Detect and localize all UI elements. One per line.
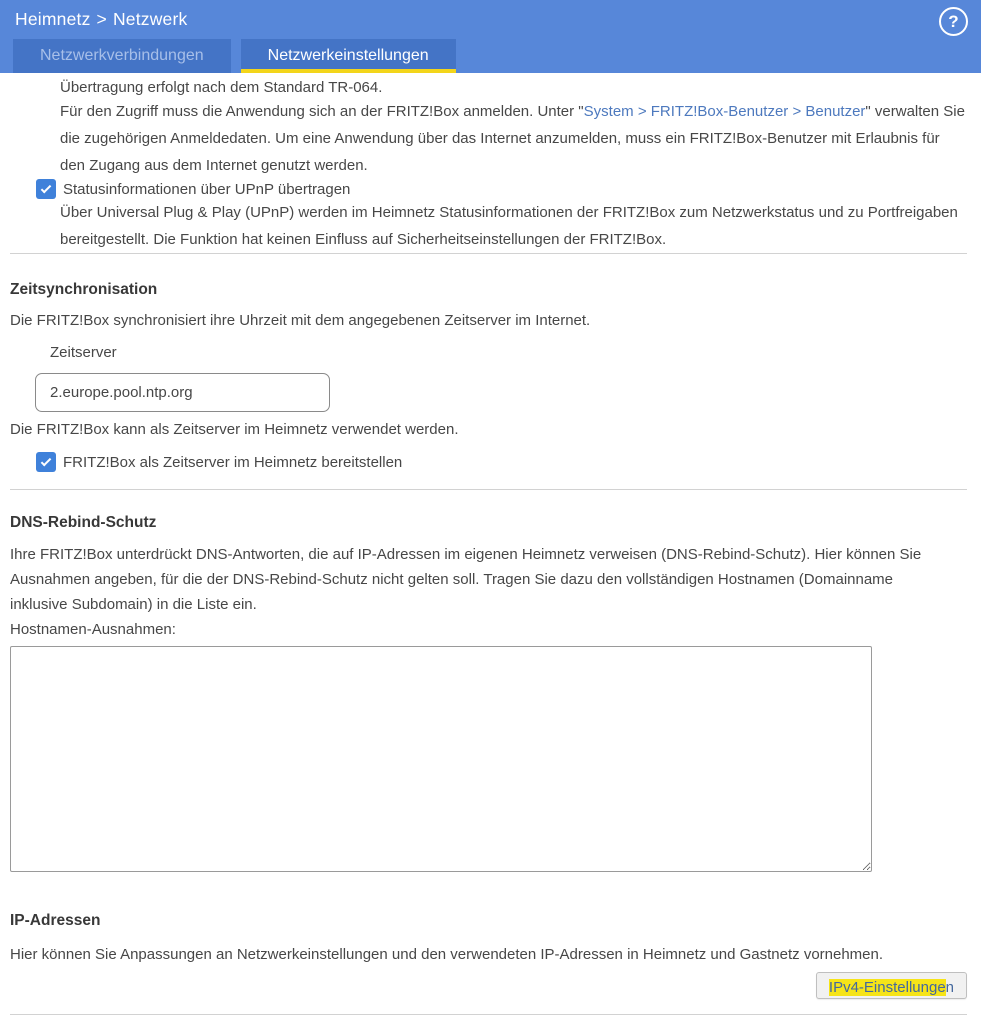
tr064-text-after-link: " verwalten Sie die zugehörigen Anmeldedaten. Um eine Anwendung über das Internet anzumelden, muss ein FRITZ!Box-Benutzer mit Erlaubnis für den Zugang aus dem Internet genutzt werden. bbox=[60, 103, 965, 174]
time-server-input[interactable] bbox=[35, 373, 330, 412]
breadcrumb-current: Netzwerk bbox=[112, 9, 188, 29]
upnp-description: Über Universal Plug & Play (UPnP) werden im Heimnetz Statusinformationen der FRITZ!Box zum Netzwerkstatus und zu Portfreigaben bereitgestellt. Die Funktion hat keinen Einfluss auf Sicherheitseinstellungen der FRITZ!Box. bbox=[60, 204, 958, 248]
settings-content bbox=[0, 77, 981, 1015]
help-icon[interactable] bbox=[939, 7, 968, 36]
ipv4-button-rest-text: n bbox=[945, 978, 954, 996]
tab-netzwerkeinstellungen[interactable] bbox=[241, 39, 456, 73]
tab-netzwerkverbindungen[interactable] bbox=[13, 39, 231, 73]
help-icon-glyph: ? bbox=[948, 11, 959, 31]
time-server-checkbox-label: FRITZ!Box als Zeitserver im Heimnetz bereitstellen bbox=[63, 453, 403, 471]
tr064-text-before-link: Für den Zugriff muss die Anwendung sich an der FRITZ!Box anmelden. Unter " bbox=[60, 103, 584, 120]
tab-label: Netzwerkeinstellungen bbox=[267, 47, 429, 64]
time-server-note: Die FRITZ!Box kann als Zeitserver im Heimnetz verwendet werden. bbox=[10, 421, 459, 438]
time-server-checkbox-row bbox=[36, 452, 967, 472]
top-bar bbox=[0, 0, 981, 73]
upnp-checkbox-label: Statusinformationen über UPnP übertragen bbox=[63, 180, 351, 198]
time-sync-heading: Zeitsynchronisation bbox=[10, 281, 158, 298]
tab-bar bbox=[13, 39, 456, 73]
time-server-checkbox[interactable] bbox=[36, 452, 56, 472]
checkmark-icon bbox=[41, 455, 52, 466]
hostname-exceptions-label: Hostnamen-Ausnahmen: bbox=[10, 621, 176, 638]
section-divider bbox=[10, 1014, 967, 1015]
tab-label: Netzwerkverbindungen bbox=[40, 47, 204, 64]
breadcrumb-separator: > bbox=[96, 9, 107, 29]
ipv4-settings-button[interactable] bbox=[816, 972, 967, 999]
upnp-status-checkbox[interactable] bbox=[36, 179, 56, 199]
time-sync-description: Die FRITZ!Box synchronisiert ihre Uhrzeit mit dem angegebenen Zeitserver im Internet. bbox=[10, 312, 591, 329]
breadcrumb bbox=[0, 0, 981, 30]
hostname-exceptions-textarea[interactable] bbox=[10, 646, 872, 872]
checkmark-icon bbox=[41, 182, 52, 193]
ipv4-button-highlighted-text: IPv4-Einstellunge bbox=[828, 978, 946, 996]
fritzbox-benutzer-link[interactable]: System > FRITZ!Box-Benutzer > Benutzer bbox=[583, 103, 866, 120]
ip-addresses-description: Hier können Sie Anpassungen an Netzwerkeinstellungen und den verwendeten IP-Adressen in Heimnetz und Gastnetz vornehmen. bbox=[10, 946, 884, 963]
dns-rebind-heading: DNS-Rebind-Schutz bbox=[10, 514, 157, 531]
tr064-login-text bbox=[60, 98, 965, 179]
breadcrumb-parent[interactable]: Heimnetz bbox=[15, 9, 91, 29]
section-divider bbox=[10, 489, 967, 490]
ip-addresses-heading: IP-Adressen bbox=[10, 912, 101, 929]
section-divider bbox=[10, 253, 967, 254]
time-server-label: Zeitserver bbox=[50, 344, 117, 361]
button-row bbox=[10, 972, 967, 999]
dns-rebind-description: Ihre FRITZ!Box unterdrückt DNS-Antworten, die auf IP-Adressen im eigenen Heimnetz verweisen (DNS-Rebind-Schutz). Hier können Sie Ausnahmen angeben, für die der DNS-Rebind-Schutz nicht gelten soll. Tragen Sie dazu den vollständigen Hostnamen (Domainname inklusive Subdomain) in die Liste ein. bbox=[10, 546, 922, 613]
upnp-checkbox-row bbox=[36, 179, 967, 199]
tr064-standard-text: Übertragung erfolgt nach dem Standard TR-064. bbox=[60, 79, 383, 96]
